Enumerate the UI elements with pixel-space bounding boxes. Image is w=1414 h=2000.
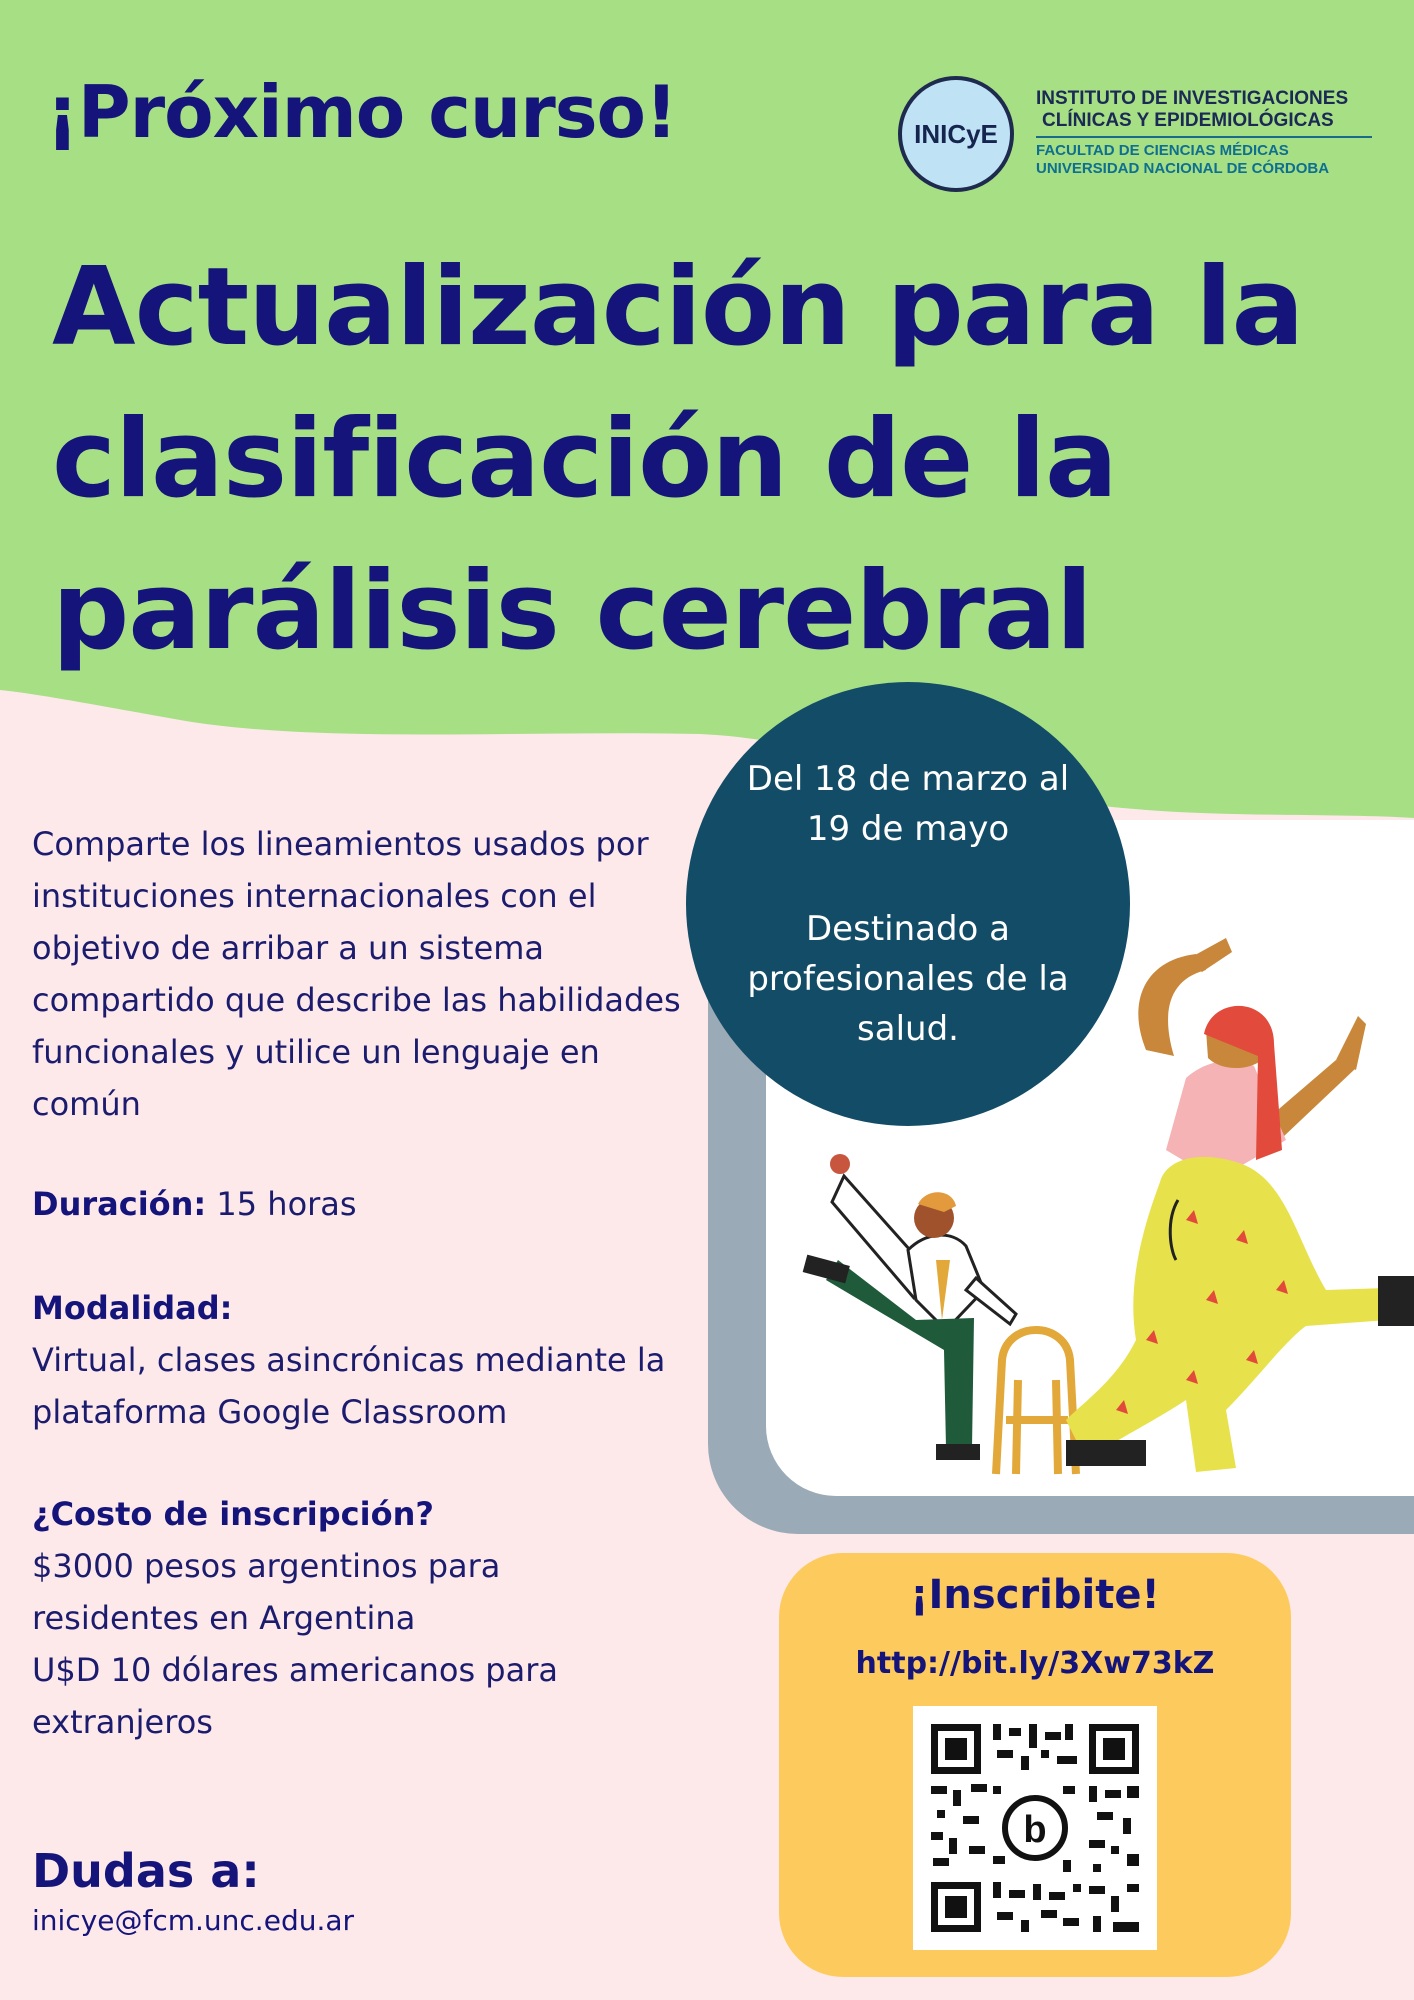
institution-name-line-2: CLÍNICAS Y EPIDEMIOLÓGICAS [1042, 110, 1334, 131]
modality-block [32, 1282, 692, 1438]
modality-value: Virtual, clases asincrónicas mediante la plataforma Google Classroom [32, 1341, 666, 1431]
dancing-woman-figure [1066, 938, 1414, 1472]
course-dates: Del 18 de marzo al 19 de mayo [746, 759, 1070, 849]
course-title-line-3: parálisis cerebral [52, 549, 1092, 674]
course-title-line-2: clasificación de la [52, 397, 1117, 522]
institution-divider [1036, 136, 1372, 138]
contact-label: Dudas a: [32, 1844, 260, 1898]
registration-heading: ¡Inscribite! [910, 1572, 1160, 1618]
institution-name-line-1: INSTITUTO DE INVESTIGACIONES [1036, 88, 1349, 109]
inicye-logo [898, 76, 1014, 192]
university-name: UNIVERSIDAD NACIONAL DE CÓRDOBA [1036, 160, 1330, 177]
man-with-walker-figure [803, 1154, 1076, 1474]
contact-email[interactable]: inicye@fcm.unc.edu.ar [32, 1904, 355, 1937]
course-dates-circle [686, 682, 1130, 1126]
cost-label: ¿Costo de inscripción? [32, 1495, 434, 1533]
modality-label: Modalidad: [32, 1289, 233, 1327]
faculty-name: FACULTAD DE CIENCIAS MÉDICAS [1036, 142, 1289, 159]
course-description: Comparte los lineamientos usados por instituciones internacionales con el objetivo de arribar a un sistema compartido que describe las habilidades funcionales y utilice un lenguaje en común [32, 825, 681, 1123]
course-kicker: ¡Próximo curso! [46, 70, 677, 154]
course-title [52, 232, 1382, 688]
course-audience: Destinado a profesionales de la salud. [747, 909, 1069, 1049]
cost-local: $3000 pesos argentinos para residentes en Argentina [32, 1547, 501, 1637]
duration-value: 15 horas [216, 1185, 357, 1223]
institution-name-block [1036, 88, 1376, 178]
duration-row [32, 1178, 692, 1230]
cost-block [32, 1488, 632, 1748]
qr-code-graphic [913, 1706, 1157, 1950]
qr-code[interactable] [913, 1706, 1157, 1950]
course-title-line-1: Actualización para la [52, 245, 1304, 370]
registration-link[interactable]: http://bit.ly/3Xw73kZ [855, 1646, 1215, 1681]
svg-text:b: b [1023, 1809, 1047, 1851]
duration-label: Duración: [32, 1185, 207, 1223]
cost-foreign: U$D 10 dólares americanos para extranjeros [32, 1651, 558, 1741]
logo-text: INICyE [914, 118, 998, 149]
